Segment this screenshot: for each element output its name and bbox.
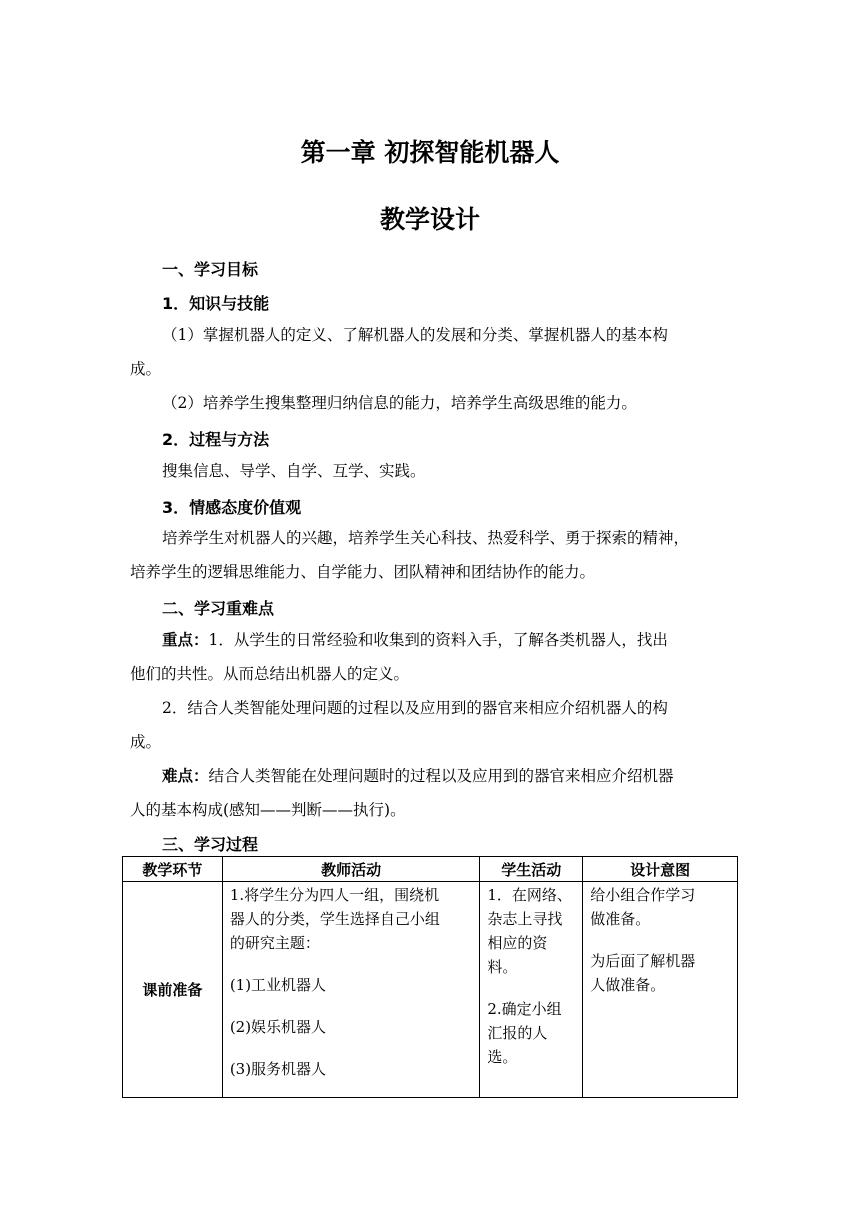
cell-line: (3)服务机器人 <box>229 1060 327 1078</box>
section-heading-goals: 一、学习目标 <box>162 260 259 279</box>
cell-line: (1)工业机器人 <box>229 976 327 994</box>
subheading-knowledge: 1．知识与技能 <box>162 294 270 313</box>
cell-line: 2.确定小组 <box>487 1000 562 1018</box>
paragraph-text <box>162 759 674 793</box>
cell-line: 杂志上寻找 <box>487 910 563 928</box>
paragraph-text: 2．结合人类智能处理问题的过程以及应用到的器官来相应介绍机器人的构 <box>162 699 668 717</box>
paragraph-text: 他们的共性。从而总结出机器人的定义。 <box>130 665 410 683</box>
table-row <box>123 882 738 1098</box>
cell-line: 汇报的人 <box>487 1024 548 1042</box>
table-header: 设计意图 <box>583 857 738 882</box>
subheading-process: 2．过程与方法 <box>162 430 270 449</box>
paragraph-text: （1）掌握机器人的定义、了解机器人的发展和分类、掌握机器人的基本构 <box>162 326 668 344</box>
cell-line: 1.将学生分为四人一组，围绕机 <box>229 886 440 904</box>
cell-line: 做准备。 <box>590 910 651 928</box>
cell-line: (2)娱乐机器人 <box>229 1018 327 1036</box>
cell-line: 给小组合作学习 <box>590 886 696 904</box>
section-heading-key-points: 二、学习重难点 <box>162 599 275 618</box>
cell-line: 器人的分类，学生选择自己小组 <box>229 910 440 928</box>
cell-line: 1．在网络、 <box>487 886 572 904</box>
paragraph-text: 成。 <box>130 733 162 751</box>
subheading-attitude: 3．情感态度价值观 <box>162 498 302 517</box>
section-heading-process: 三、学习过程 <box>162 835 259 854</box>
table-header: 学生活动 <box>480 857 583 882</box>
stage-cell: 课前准备 <box>123 882 223 1098</box>
cell-line: 为后面了解机器 <box>590 952 696 970</box>
teacher-activity-cell <box>222 882 480 1098</box>
difficulty-label: 难点： <box>162 767 209 785</box>
difficulty-text: 结合人类智能在处理问题时的过程以及应用到的器官来相应介绍机器 <box>208 767 674 785</box>
paragraph-text: 人的基本构成(感知——判断——执行)。 <box>130 801 406 819</box>
paragraph-text: 培养学生的逻辑思维能力、自学能力、团队精神和团结协作的能力。 <box>130 563 596 581</box>
student-activity-cell <box>480 882 583 1098</box>
table-header: 教师活动 <box>222 857 480 882</box>
paragraph-text <box>162 623 668 657</box>
lesson-process-table <box>122 856 738 1098</box>
paragraph-text: 成。 <box>130 360 162 378</box>
page-subtitle: 教学设计 <box>379 205 480 234</box>
key-label: 重点： <box>162 631 209 649</box>
cell-line: 选。 <box>487 1048 518 1066</box>
cell-line: 人做准备。 <box>590 976 666 994</box>
cell-line: 料。 <box>487 958 518 976</box>
paragraph-text: 培养学生对机器人的兴趣，培养学生关心科技、热爱科学、勇于探索的精神， <box>162 529 690 547</box>
cell-line: 的研究主题： <box>229 934 320 952</box>
key-text: 1．从学生的日常经验和收集到的资料入手，了解各类机器人，找出 <box>208 631 668 649</box>
paragraph-text: （2）培养学生搜集整理归纳信息的能力，培养学生高级思维的能力。 <box>162 394 637 412</box>
cell-line: 相应的资 <box>487 934 548 952</box>
design-intent-cell <box>583 882 738 1098</box>
table-header: 教学环节 <box>123 857 223 882</box>
table-header-row <box>123 857 738 882</box>
page-title: 第一章 初探智能机器人 <box>300 138 560 167</box>
paragraph-text: 搜集信息、导学、自学、互学、实践。 <box>162 462 426 480</box>
